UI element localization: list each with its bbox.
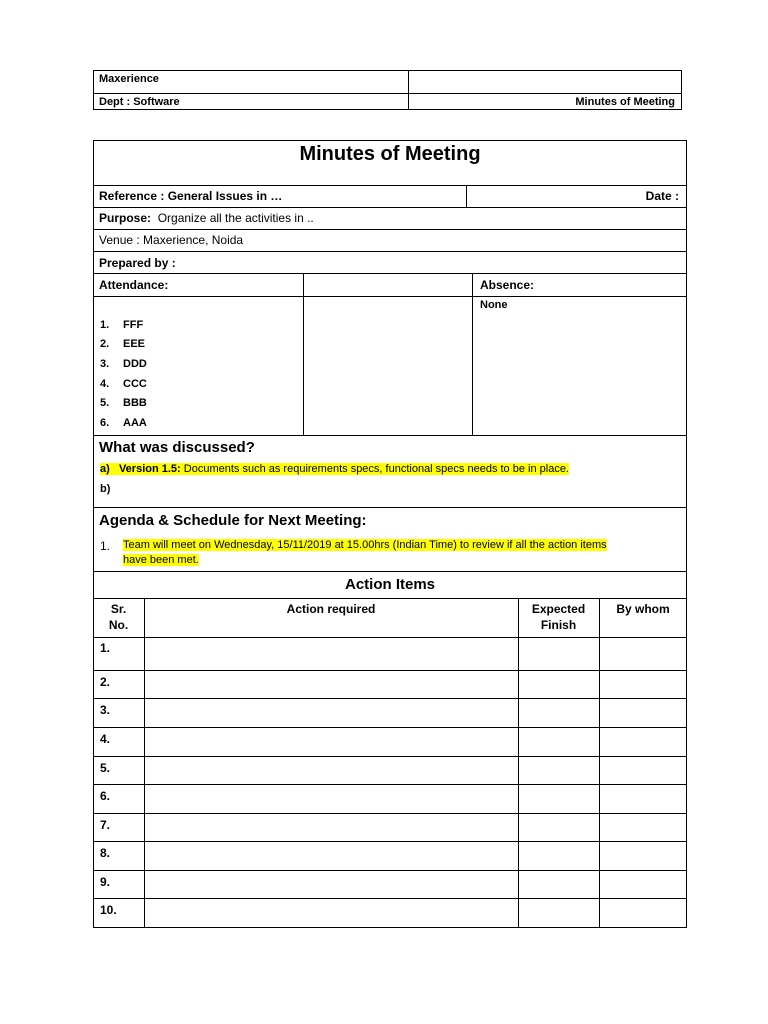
rule-after-action-heading xyxy=(93,598,687,599)
rule-after-title xyxy=(93,185,687,186)
action-col-divider-3 xyxy=(599,598,600,928)
venue-field: Venue : Maxerience, Noida xyxy=(99,233,244,247)
action-row-number: 8. xyxy=(100,846,111,860)
agenda-item-line-1 xyxy=(123,539,607,552)
rule-after-venue xyxy=(93,251,687,252)
header-divider-h xyxy=(93,93,682,94)
reference-field: Reference : General Issues in … xyxy=(99,189,283,203)
attendee-name: AAA xyxy=(123,417,147,429)
attendee-number: 4. xyxy=(100,378,110,390)
col-header-sr xyxy=(93,601,144,633)
agenda-line-1-text: Team will meet on Wednesday, 15/11/2019 at 15.00hrs (Indian Time) to review if all the action items xyxy=(123,539,607,551)
attendee-name: FFF xyxy=(123,319,144,331)
discussed-item-a-highlight xyxy=(100,463,569,475)
rule-after-purpose xyxy=(93,229,687,230)
col-header-finish-line2: Finish xyxy=(540,618,577,632)
action-row-number: 2. xyxy=(100,675,111,689)
rule-after-attendance-label xyxy=(93,296,687,297)
reference-date-divider xyxy=(466,185,467,207)
col-header-finish xyxy=(518,601,599,633)
company-name: Maxerience xyxy=(99,73,159,85)
row-rule xyxy=(93,784,687,785)
agenda-line-2-text: have been met. xyxy=(123,554,199,566)
header-divider-v xyxy=(408,70,409,110)
purpose-field xyxy=(99,211,314,225)
action-row-number: 4. xyxy=(100,732,111,746)
purpose-value: Organize all the activities in .. xyxy=(157,211,314,225)
col-header-sr-line2: No. xyxy=(108,618,129,632)
attendee-number: 5. xyxy=(100,397,110,409)
action-col-divider-1 xyxy=(144,598,145,928)
rule-after-attendees xyxy=(93,435,687,436)
attendance-label: Attendance: xyxy=(99,278,169,292)
absence-value: None xyxy=(480,299,508,311)
attendee-name: CCC xyxy=(123,378,147,390)
rule-after-reference xyxy=(93,207,687,208)
row-rule xyxy=(93,813,687,814)
row-rule xyxy=(93,670,687,671)
row-rule xyxy=(93,898,687,899)
col-header-finish-line1: Expected xyxy=(531,602,586,616)
attendee-name: EEE xyxy=(123,338,146,350)
attendee-name: DDD xyxy=(123,358,147,370)
action-col-divider-2 xyxy=(518,598,519,928)
action-row-number: 6. xyxy=(100,789,111,803)
agenda-heading: Agenda & Schedule for Next Meeting: xyxy=(99,512,367,529)
purpose-label: Purpose: xyxy=(99,211,152,225)
item-a-text: Documents such as requirements specs, functional specs needs to be in place. xyxy=(183,463,569,475)
document-name: Minutes of Meeting xyxy=(575,96,675,108)
form-outline xyxy=(93,140,687,928)
action-items-heading: Action Items xyxy=(344,576,435,593)
agenda-item-number: 1. xyxy=(100,539,111,553)
attendee-number: 3. xyxy=(100,358,110,370)
rule-after-prepared xyxy=(93,273,687,274)
attendee-number: 2. xyxy=(100,338,110,350)
item-a-marker: a) xyxy=(100,463,110,475)
row-rule xyxy=(93,698,687,699)
absence-label: Absence: xyxy=(480,278,535,292)
action-row-number: 5. xyxy=(100,761,111,775)
col-header-action: Action required xyxy=(286,602,376,616)
row-rule xyxy=(93,870,687,871)
rule-after-agenda xyxy=(93,571,687,572)
item-a-version: Version 1.5: xyxy=(118,463,181,475)
discussed-item-b: b) xyxy=(100,483,111,495)
action-row-number: 7. xyxy=(100,818,111,832)
row-rule xyxy=(93,727,687,728)
form-title: Minutes of Meeting xyxy=(299,143,481,165)
attendee-number: 1. xyxy=(100,319,110,331)
row-rule xyxy=(93,841,687,842)
department: Dept : Software xyxy=(99,96,180,108)
rule-after-discussed xyxy=(93,507,687,508)
attendance-col-divider-2 xyxy=(472,273,473,435)
attendee-number: 6. xyxy=(100,417,110,429)
discussed-item-a xyxy=(100,463,569,476)
col-header-sr-line1: Sr. xyxy=(110,602,127,616)
row-rule xyxy=(93,756,687,757)
date-label: Date : xyxy=(645,189,679,203)
col-header-whom: By whom xyxy=(616,602,670,616)
rule-after-col-headers xyxy=(93,637,687,638)
attendance-col-divider-1 xyxy=(303,273,304,435)
action-row-number: 1. xyxy=(100,641,111,655)
action-row-number: 10. xyxy=(100,903,117,917)
attendee-name: BBB xyxy=(123,397,147,409)
prepared-by-field: Prepared by : xyxy=(99,256,176,270)
action-row-number: 9. xyxy=(100,875,111,889)
action-row-number: 3. xyxy=(100,703,111,717)
agenda-item-line-2 xyxy=(123,554,199,567)
discussed-heading: What was discussed? xyxy=(99,439,255,456)
